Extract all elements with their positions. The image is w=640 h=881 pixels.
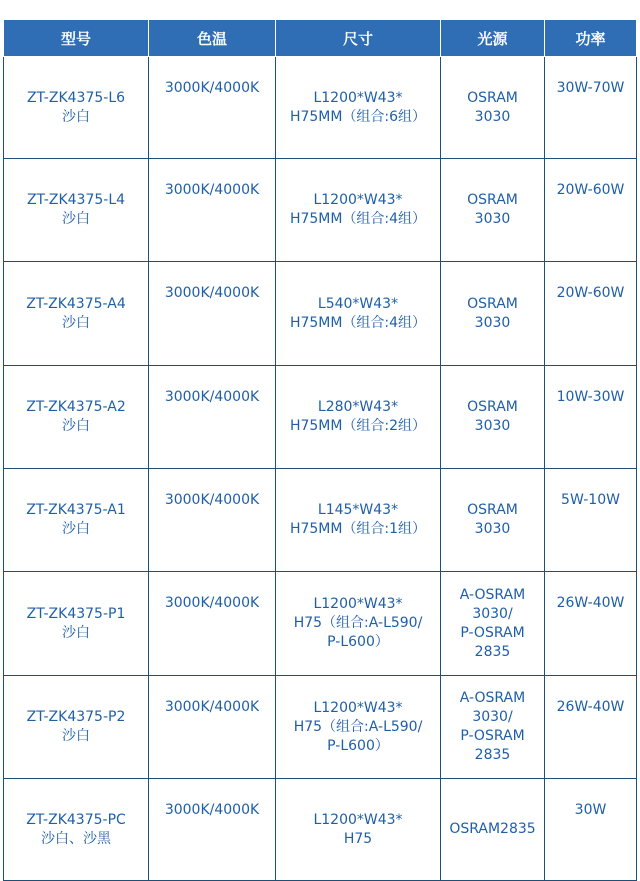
size-cell: L1200*W43* H75（组合:A-L590/ P-L600）	[276, 572, 441, 676]
table-row	[4, 676, 637, 779]
size-cell: L540*W43* H75MM（组合:4组）	[276, 262, 441, 366]
header-color-temperature: 色温	[149, 20, 276, 57]
source-cell: OSRAM 3030	[441, 57, 545, 159]
power-cell: 26W-40W	[545, 572, 637, 676]
cct-cell: 3000K/4000K	[149, 262, 276, 366]
model-cell: ZT-ZK4375-P1 沙白	[4, 572, 149, 676]
table-row	[4, 366, 637, 469]
header-light-source: 光源	[441, 20, 545, 57]
table-row	[4, 469, 637, 572]
size-cell: L1200*W43* H75MM（组合:6组）	[276, 57, 441, 159]
cct-cell: 3000K/4000K	[149, 676, 276, 779]
size-cell: L145*W43* H75MM（组合:1组）	[276, 469, 441, 572]
source-cell: A-OSRAM 3030/ P-OSRAM 2835	[441, 676, 545, 779]
source-cell: OSRAM 3030	[441, 366, 545, 469]
cct-cell: 3000K/4000K	[149, 57, 276, 159]
model-cell: ZT-ZK4375-A2 沙白	[4, 366, 149, 469]
cct-cell: 3000K/4000K	[149, 159, 276, 262]
model-cell: ZT-ZK4375-P2 沙白	[4, 676, 149, 779]
source-cell: A-OSRAM 3030/ P-OSRAM 2835	[441, 572, 545, 676]
cct-cell: 3000K/4000K	[149, 366, 276, 469]
source-cell: OSRAM 3030	[441, 262, 545, 366]
model-cell: ZT-ZK4375-A1 沙白	[4, 469, 149, 572]
power-cell: 30W	[545, 779, 637, 881]
source-cell: OSRAM 3030	[441, 469, 545, 572]
header-model: 型号	[4, 20, 149, 57]
power-cell: 26W-40W	[545, 676, 637, 779]
header-power: 功率	[545, 20, 637, 57]
source-cell: OSRAM2835	[441, 779, 545, 881]
cct-cell: 3000K/4000K	[149, 572, 276, 676]
cct-cell: 3000K/4000K	[149, 469, 276, 572]
model-cell: ZT-ZK4375-L4 沙白	[4, 159, 149, 262]
power-cell: 20W-60W	[545, 159, 637, 262]
cct-cell: 3000K/4000K	[149, 779, 276, 881]
table-row	[4, 262, 637, 366]
size-cell: L1200*W43* H75	[276, 779, 441, 881]
power-cell: 10W-30W	[545, 366, 637, 469]
model-cell: ZT-ZK4375-PC 沙白、沙黑	[4, 779, 149, 881]
power-cell: 5W-10W	[545, 469, 637, 572]
model-cell: ZT-ZK4375-L6 沙白	[4, 57, 149, 159]
spec-table-wrapper	[3, 19, 637, 881]
table-header-row	[4, 20, 637, 57]
header-size: 尺寸	[276, 20, 441, 57]
table-row	[4, 779, 637, 881]
power-cell: 20W-60W	[545, 262, 637, 366]
source-cell: OSRAM 3030	[441, 159, 545, 262]
table-row	[4, 159, 637, 262]
size-cell: L1200*W43* H75MM（组合:4组）	[276, 159, 441, 262]
size-cell: L1200*W43* H75（组合:A-L590/ P-L600）	[276, 676, 441, 779]
power-cell: 30W-70W	[545, 57, 637, 159]
size-cell: L280*W43* H75MM（组合:2组）	[276, 366, 441, 469]
model-cell: ZT-ZK4375-A4 沙白	[4, 262, 149, 366]
table-row	[4, 57, 637, 159]
spec-table	[3, 19, 637, 881]
table-row	[4, 572, 637, 676]
